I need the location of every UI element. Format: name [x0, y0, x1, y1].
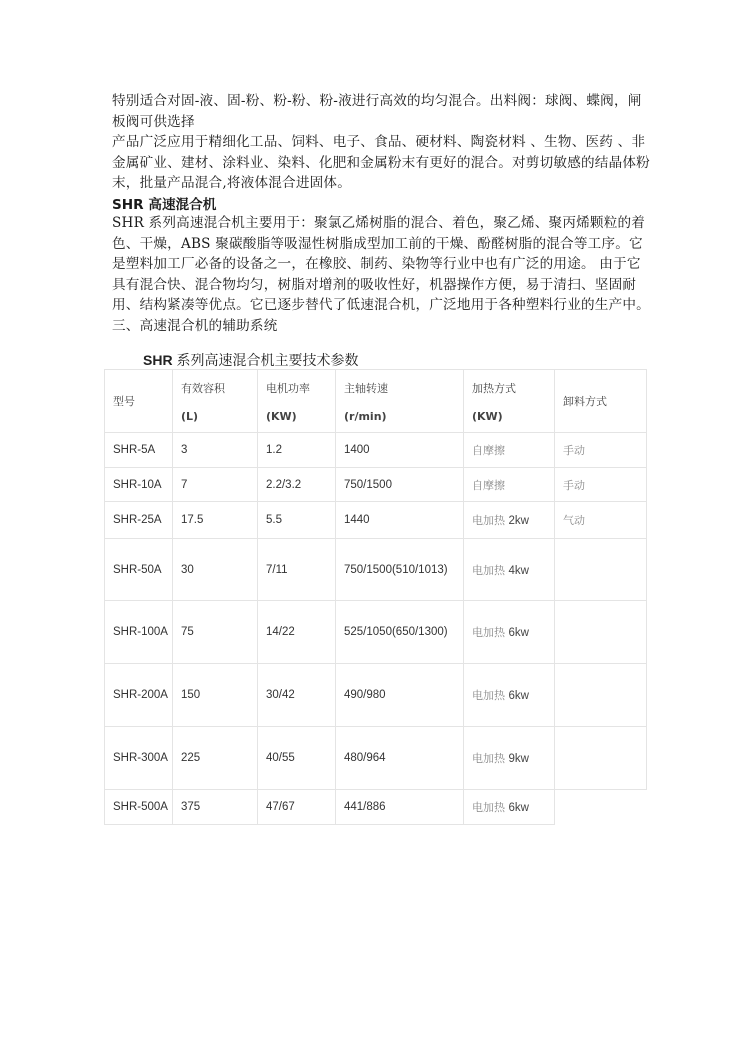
- heating-type: 电加热: [472, 514, 509, 527]
- heating-power: 9kw: [508, 753, 529, 765]
- cell-discharge: [555, 601, 647, 664]
- table-row: [105, 790, 647, 825]
- heating-power: 6kw: [508, 690, 529, 702]
- cell-heating: [464, 468, 555, 502]
- cell-model: SHR-300A: [105, 727, 173, 790]
- cell-heating: [464, 790, 555, 825]
- table-row: [105, 433, 647, 468]
- header-power: 电机功率 (KW): [258, 370, 336, 433]
- table-header-row: [105, 370, 647, 433]
- cell-speed: 750/1500: [336, 468, 464, 502]
- cell-heating: [464, 601, 555, 664]
- cell-model: SHR-10A: [105, 468, 173, 502]
- cell-power: 40/55: [258, 727, 336, 790]
- intro-paragraph: 特别适合对固-液、固-粉、粉-粉、粉-液进行高效的均匀混合。出料阀：球阀、蝶阀，闸板阀可供选择: [112, 93, 642, 130]
- cell-speed: 1400: [336, 433, 464, 468]
- cell-heating: [464, 664, 555, 727]
- cell-volume: 3: [173, 433, 258, 468]
- cell-model: SHR-500A: [105, 790, 173, 825]
- cell-discharge: 手动: [555, 433, 647, 468]
- cell-heating: [464, 539, 555, 601]
- cell-discharge: [555, 664, 647, 727]
- table-row: [105, 727, 647, 790]
- header-heating: 加热方式 (KW): [464, 370, 555, 433]
- cell-volume: 17.5: [173, 502, 258, 539]
- table-title-suffix: 系列高速混合机主要技术参数: [172, 352, 359, 368]
- cell-volume: 150: [173, 664, 258, 727]
- table-title: [143, 350, 358, 370]
- cell-volume: 75: [173, 601, 258, 664]
- cell-speed: 441/886: [336, 790, 464, 825]
- cell-speed: 480/964: [336, 727, 464, 790]
- heating-type: 自摩擦: [472, 478, 505, 492]
- cell-heating: [464, 502, 555, 539]
- cell-speed: 1440: [336, 502, 464, 539]
- heating-type: 电加热: [472, 563, 509, 577]
- header-discharge: 卸料方式: [555, 370, 647, 433]
- heating-power: 6kw: [508, 802, 529, 814]
- heating-power: 2kw: [508, 515, 529, 527]
- cell-power: 30/42: [258, 664, 336, 727]
- cell-model: SHR-100A: [105, 601, 173, 664]
- cell-discharge: [555, 727, 647, 790]
- cell-model: SHR-5A: [105, 433, 173, 468]
- section-heading: SHR 高速混合机: [112, 197, 217, 213]
- cell-speed: 525/1050(650/1300): [336, 601, 464, 664]
- heating-power: 4kw: [508, 564, 529, 577]
- cell-heating: [464, 727, 555, 790]
- cell-discharge: 手动: [555, 468, 647, 502]
- cell-power: 5.5: [258, 502, 336, 539]
- cell-power: 14/22: [258, 601, 336, 664]
- cell-volume: 30: [173, 539, 258, 601]
- header-speed: 主轴转速 (r/min): [336, 370, 464, 433]
- cell-model: SHR-50A: [105, 539, 173, 601]
- heating-power: 6kw: [508, 627, 529, 639]
- cell-volume: 225: [173, 727, 258, 790]
- cell-speed: 490/980: [336, 664, 464, 727]
- table-row: [105, 502, 647, 539]
- applications-paragraph: 产品广泛应用于精细化工品、饲料、电子、食品、硬材料、陶瓷材料 、生物、医药 、非金属矿业、建材、涂料业、染料、化肥和金属粉末有更好的混合。对剪切敏感的结晶体粉末，批量产品混合,将液体混合进固体。: [112, 134, 650, 191]
- cell-power: 1.2: [258, 433, 336, 468]
- table-row: [105, 601, 647, 664]
- cell-heating: [464, 433, 555, 468]
- table-row: [105, 664, 647, 727]
- header-model: 型号: [105, 370, 173, 433]
- table-title-prefix: SHR: [143, 352, 173, 368]
- cell-empty: [555, 790, 647, 825]
- heating-type: 电加热: [472, 752, 509, 765]
- cell-volume: 7: [173, 468, 258, 502]
- spec-table: [104, 369, 647, 825]
- table-row: [105, 468, 647, 502]
- header-volume: 有效容积 (L): [173, 370, 258, 433]
- cell-discharge: 气动: [555, 502, 647, 539]
- cell-power: 47/67: [258, 790, 336, 825]
- cell-volume: 375: [173, 790, 258, 825]
- heating-type: 电加热: [472, 801, 509, 814]
- description-paragraph: SHR 系列高速混合机主要用于：聚氯乙烯树脂的混合、着色，聚乙烯、聚丙烯颗粒的着色、干燥，ABS 聚碳酸脂等吸湿性树脂成型加工前的干燥、酚醛树脂的混合等工序。它是塑料加工厂必备的设备之一，在橡胶、制药、染物等行业中也有广泛的用途。 由于它具有混合快、混合物均匀，树脂对增剂的吸收性好，机器操作方便，易于清扫、坚固耐用、结构紧凑等优点。它已逐步替代了低速混合机，广泛地用于各种塑料行业的生产中。三、高速混合机的辅助系统: [112, 215, 650, 334]
- heating-type: 电加热: [472, 626, 509, 639]
- cell-model: SHR-200A: [105, 664, 173, 727]
- cell-speed: 750/1500(510/1013): [336, 539, 464, 601]
- heating-type: 电加热: [472, 689, 509, 702]
- cell-power: 2.2/3.2: [258, 468, 336, 502]
- cell-model: SHR-25A: [105, 502, 173, 539]
- cell-power: 7/11: [258, 539, 336, 601]
- cell-discharge: [555, 539, 647, 601]
- heating-type: 自摩擦: [472, 444, 505, 457]
- table-row: [105, 539, 647, 601]
